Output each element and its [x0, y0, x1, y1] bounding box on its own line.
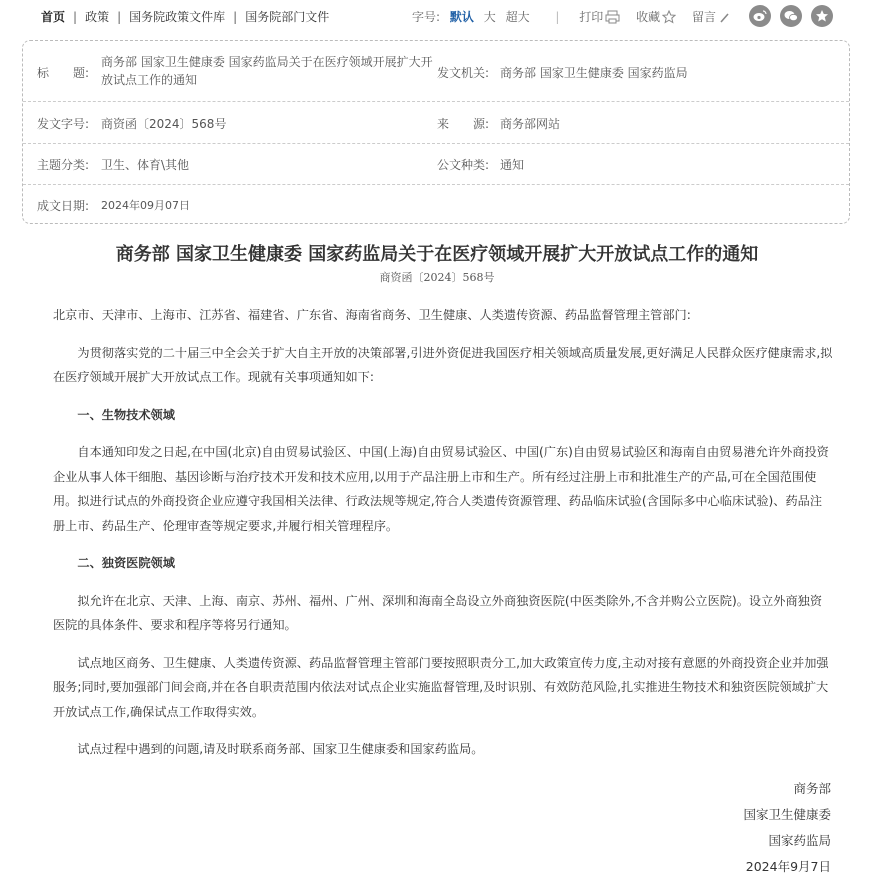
date-label: 成文日期:	[37, 199, 90, 213]
font-default-button[interactable]: 默认	[449, 10, 474, 24]
breadcrumb-policy-library[interactable]: 国务院政策文件库	[129, 10, 226, 24]
issuer-value: 商务部 国家卫生健康委 国家药监局	[500, 66, 688, 80]
comment-label: 留言	[691, 10, 716, 24]
document-body	[53, 303, 833, 762]
signer-nmpa: 国家药监局	[768, 833, 831, 848]
section-1-heading: 一、生物技术领域	[77, 407, 175, 422]
share-icons	[749, 5, 833, 27]
pencil-icon	[718, 12, 730, 24]
title-label: 标 题:	[37, 66, 90, 80]
docno-value: 商资函〔2024〕568号	[101, 117, 227, 131]
sign-date: 2024年9月7日	[745, 859, 831, 874]
favorite-label: 收藏	[636, 10, 661, 24]
title-value-line-2: 放试点工作的通知	[101, 73, 198, 87]
star-outline-icon	[662, 10, 676, 24]
wechat-icon[interactable]	[780, 5, 802, 27]
breadcrumb-separator: |	[233, 10, 238, 24]
breadcrumb-policy[interactable]: 政策	[85, 10, 110, 24]
print-button[interactable]	[579, 10, 620, 24]
docno-label: 发文字号:	[37, 117, 90, 131]
weibo-icon[interactable]	[749, 5, 771, 27]
toolbar	[412, 8, 730, 25]
contact-paragraph: 试点过程中遇到的问题,请及时联系商务部、国家卫生健康委和国家药监局。	[77, 742, 484, 756]
meta-divider	[23, 184, 849, 185]
section-2-paragraph: 拟允许在北京、天津、上海、南京、苏州、福州、广州、深圳和海南全岛设立外商独资医院(中医类除外,不含并购公立医院)。设立外商独资医院的具体条件、要求和程序等将另行通知。	[53, 593, 823, 632]
topic-label: 主题分类:	[37, 158, 90, 172]
meta-divider	[23, 101, 849, 102]
document-title: 商务部 国家卫生健康委 国家药监局关于在医疗领域开展扩大开放试点工作的通知	[115, 244, 759, 265]
star-icon[interactable]	[811, 5, 833, 27]
font-xlarge-button[interactable]: 超大	[505, 10, 530, 24]
section-2-heading: 二、独资医院领域	[77, 556, 175, 570]
issuer-label: 发文机关:	[437, 66, 490, 80]
breadcrumb	[41, 8, 329, 25]
signer-nhc: 国家卫生健康委	[743, 807, 831, 822]
section-1-paragraph: 自本通知印发之日起,在中国(北京)自由贸易试验区、中国(上海)自由贸易试验区、中国(广东)自由贸易试验区和海南自由贸易港允许外商投资企业从事人体干细胞、基因诊断与治疗技术开发和技术应用,以用于产品注册上市和生产。所有经过注册上市和批准生产的产品,可在全国范围使用。拟进行试点的外商投资企业应遵守我国相关法律、行政法规等规定,符合人类遗传资源管理、药品临床试验(含国际多中心临床试验)、药品注册上市、药品生产、伦理审查等规定要求,并履行相关管理程序。	[53, 445, 829, 533]
title-value-line-1: 商务部 国家卫生健康委 国家药监局关于在医疗领域开展扩大开	[101, 55, 433, 69]
meta-row-title	[37, 53, 849, 93]
favorite-button[interactable]	[636, 10, 676, 24]
comment-button[interactable]	[692, 10, 730, 24]
signer-mofcom: 商务部	[793, 781, 831, 796]
type-label: 公文种类:	[437, 158, 490, 172]
breadcrumb-separator: |	[73, 10, 78, 24]
signature-block	[743, 776, 831, 880]
topic-value: 卫生、体育\其他	[101, 158, 190, 172]
toolbar-divider: |	[555, 10, 560, 24]
breadcrumb-home[interactable]: 首页	[41, 10, 66, 24]
salutation: 北京市、天津市、上海市、江苏省、福建省、广东省、海南省商务、卫生健康、人类遗传资源、药品监督管理主管部门:	[53, 308, 691, 322]
breadcrumb-separator: |	[117, 10, 122, 24]
document-metadata	[22, 40, 850, 224]
font-large-button[interactable]: 大	[483, 10, 496, 24]
source-label: 来 源:	[437, 117, 490, 131]
print-label: 打印	[579, 10, 604, 24]
breadcrumb-dept-docs[interactable]: 国务院部门文件	[245, 10, 330, 24]
type-value: 通知	[500, 158, 525, 172]
top-bar	[0, 0, 874, 32]
meta-divider	[23, 143, 849, 144]
title-value	[101, 53, 437, 89]
printer-icon	[605, 10, 620, 24]
intro-paragraph: 为贯彻落实党的二十届三中全会关于扩大自主开放的决策部署,引进外资促进我国医疗相关领域高质量发展,更好满足人民群众医疗健康需求,拟在医疗领域开展扩大开放试点工作。现就有关事项通知如下:	[53, 345, 833, 384]
document-number: 商资函〔2024〕568号	[379, 271, 495, 284]
font-size-label: 字号:	[412, 10, 441, 24]
implementation-paragraph: 试点地区商务、卫生健康、人类遗传资源、药品监督管理主管部门要按照职责分工,加大政策宣传力度,主动对接有意愿的外商投资企业并加强服务;同时,要加强部门间会商,并在各自职责范围内依法对试点企业实施监督管理,及时识别、有效防范风险,扎实推进生物技术和独资医院领域扩大开放试点工作,确保试点工作取得实效。	[53, 655, 829, 719]
source-value: 商务部网站	[500, 117, 561, 131]
date-value: 2024年09月07日	[101, 199, 190, 212]
